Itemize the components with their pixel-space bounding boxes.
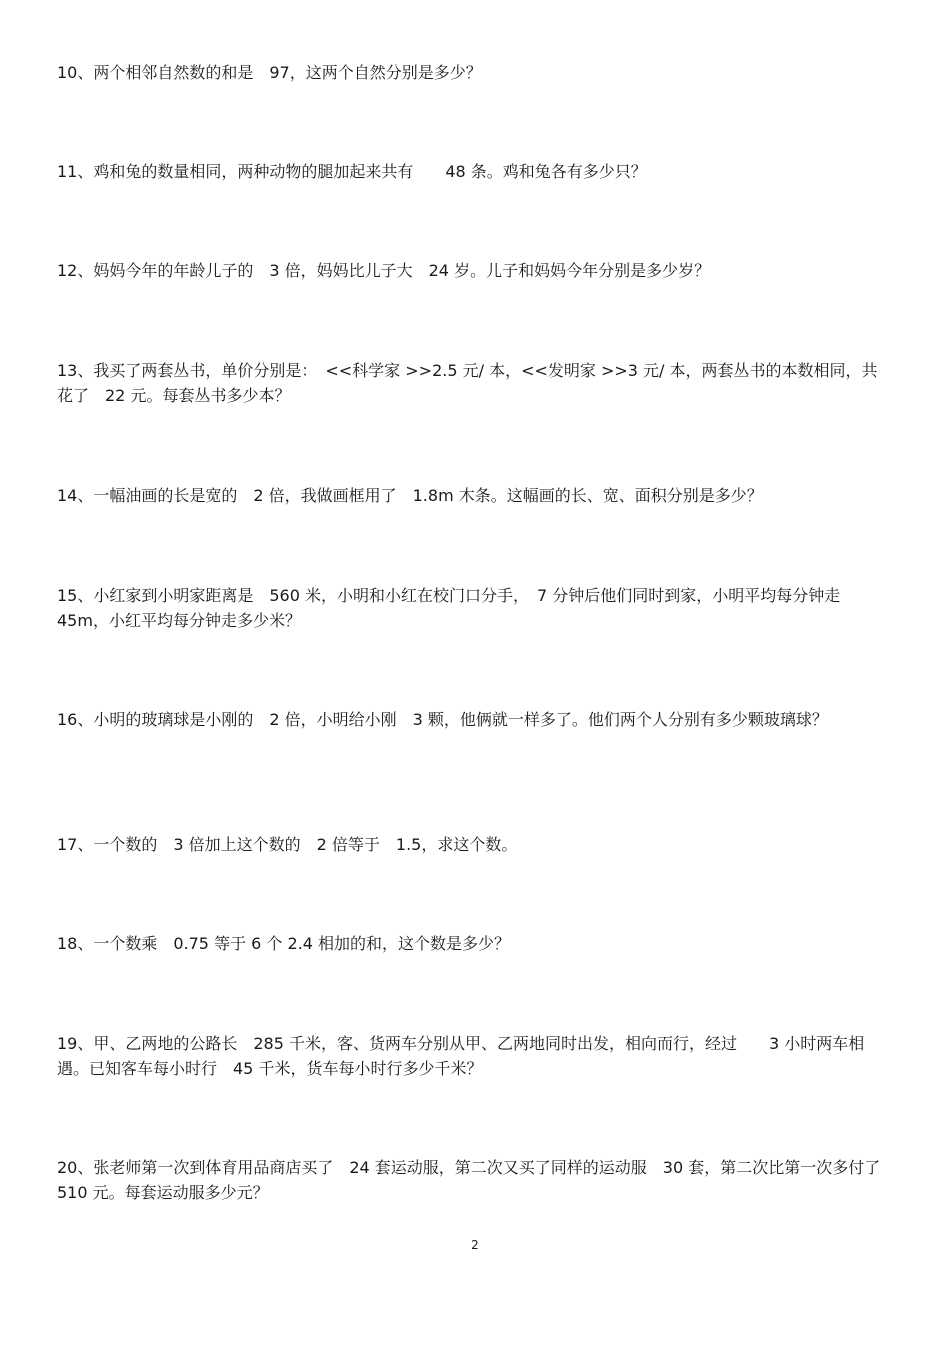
question-14: 14、一幅油画的长是宽的 2 倍，我做画框用了 1.8m 木条。这幅画的长、宽、面积分别是多少？ (57, 486, 763, 505)
question-19: 19、甲、乙两地的公路长 285 千米，客、货两车分别从甲、乙两地同时出发，相向而行，经过 3 小时两车相遇。已知客车每小时行 45 千米，货车每小时行多少千米？ (57, 1034, 865, 1078)
question-20: 20、张老师第一次到体育用品商店买了 24 套运动服，第二次又买了同样的运动服 30 套，第二次比第一次多付了 510 元。每套运动服多少元？ (57, 1158, 897, 1202)
page-number: 2 (471, 1238, 479, 1252)
question-11: 11、鸡和兔的数量相同，两种动物的腿加起来共有 48 条。鸡和兔各有多少只？ (57, 162, 647, 181)
question-12: 12、妈妈今年的年龄儿子的 3 倍，妈妈比儿子大 24 岁。儿子和妈妈今年分别是多少岁？ (57, 261, 711, 280)
question-17: 17、一个数的 3 倍加上这个数的 2 倍等于 1.5，求这个数。 (57, 835, 518, 854)
question-13: 13、我买了两套丛书，单价分别是： <<科学家 >>2.5 元/ 本，<<发明家 >>3 元/ 本，两套丛书的本数相同，共花了 22 元。每套丛书多少本？ (57, 361, 878, 405)
question-16: 16、小明的玻璃球是小刚的 2 倍，小明给小刚 3 颗，他俩就一样多了。他们两个人分别有多少颗玻璃球？ (57, 710, 828, 729)
question-18: 18、一个数乘 0.75 等于 6 个 2.4 相加的和，这个数是多少？ (57, 934, 511, 953)
question-15: 15、小红家到小明家距离是 560 米，小明和小红在校门口分手， 7 分钟后他们同时到家，小明平均每分钟走 45m，小红平均每分钟走多少米？ (57, 586, 841, 630)
question-10: 10、两个相邻自然数的和是 97，这两个自然分别是多少？ (57, 63, 482, 82)
